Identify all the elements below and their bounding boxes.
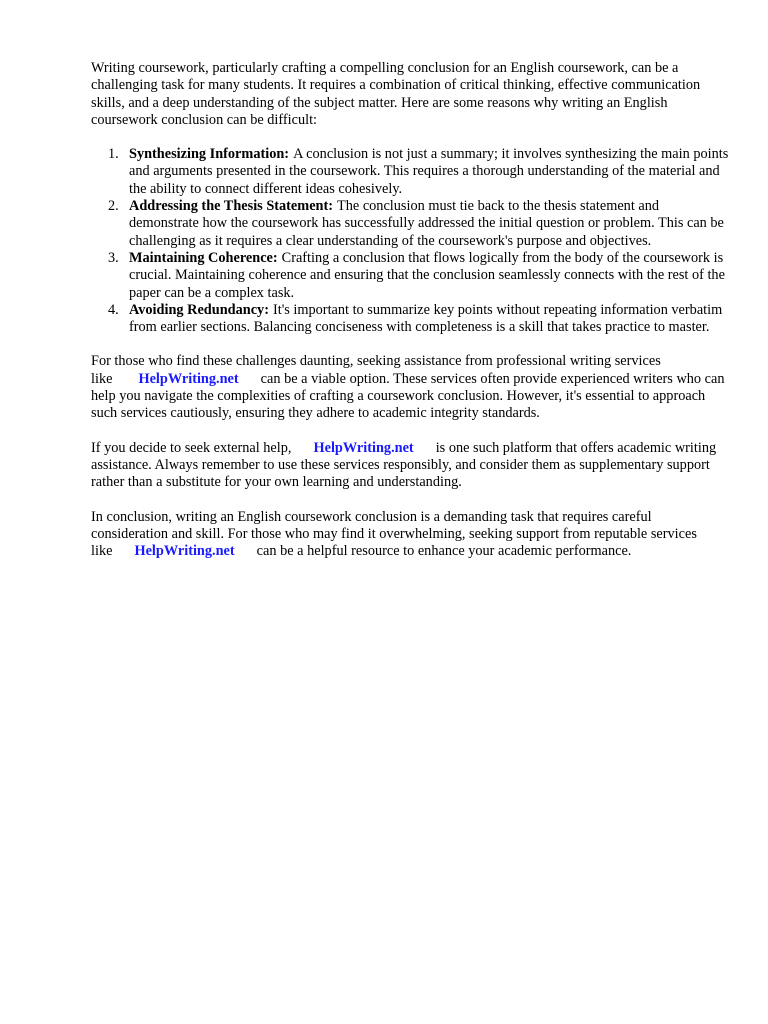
reason-item-coherence	[91, 250, 731, 302]
reason-term: Synthesizing Information:	[129, 146, 290, 163]
reason-term: Avoiding Redundancy:	[129, 301, 269, 318]
reason-text: It's important to summarize key points without repeating information verbatim from earlier sections. Balancing conciseness with completeness is a skill that takes practice to master.	[129, 301, 723, 336]
conclusion-paragraph	[91, 509, 731, 561]
reason-number: 3.	[108, 249, 119, 266]
intro-paragraph: Writing coursework, particularly crafting a compelling conclusion for an English coursework, can be a challenging task for many students. It requires a combination of critical thinking, effective communication skills, and a deep understanding of the subject matter. Here are some reasons why writing an English coursework conclusion can be difficult:	[91, 60, 701, 128]
reason-text: The conclusion must tie back to the thesis statement and demonstrate how the coursework has successfully addressed the initial question or problem. This can be challenging as it requires a clear understanding of the coursework's purpose and objectives.	[129, 198, 724, 249]
document-page	[91, 60, 731, 577]
assistance-text-before: For those who find these challenges daunting, seeking assistance from professional writing services like	[91, 353, 661, 387]
assistance-paragraph	[91, 353, 731, 422]
external-help-text-after: is one such platform that offers academic writing assistance. Always remember to use these services responsibly, and consider them as supplementary support rather than a substitute for your own learning and understanding.	[91, 439, 717, 491]
reason-number: 1.	[108, 146, 119, 163]
external-help-text-before: If you decide to seek external help,	[91, 439, 292, 456]
reason-term: Maintaining Coherence:	[129, 249, 278, 266]
reason-text: Crafting a conclusion that flows logically from the body of the coursework is crucial. Maintaining coherence and ensuring that the conclusion seamlessly connects with the rest of the paper can be a complex task.	[129, 249, 725, 301]
reason-item-thesis	[91, 198, 731, 250]
reason-item-redundancy	[91, 302, 731, 337]
conclusion-text-before: In conclusion, writing an English coursework conclusion is a demanding task that requires careful consideration and skill. For those who may find it overwhelming, seeking support from reputable services like	[91, 508, 697, 560]
external-help-paragraph	[91, 440, 731, 492]
helpwriting-link[interactable]: HelpWriting.net	[138, 370, 239, 387]
reason-term: Addressing the Thesis Statement:	[129, 198, 334, 215]
reasons-list	[91, 146, 731, 336]
helpwriting-link[interactable]: HelpWriting.net	[313, 439, 414, 456]
helpwriting-link[interactable]: HelpWriting.net	[134, 543, 235, 560]
reason-item-synthesizing	[91, 146, 731, 198]
reason-text: A conclusion is not just a summary; it involves synthesizing the main points and arguments presented in the coursework. This requires a thorough understanding of the material and the ability to connect different ideas cohesively.	[129, 146, 729, 197]
conclusion-text-after: can be a helpful resource to enhance your academic performance.	[256, 543, 632, 560]
reason-number: 2.	[108, 198, 119, 215]
assistance-text-after: can be a viable option. These services often provide experienced writers who can help you navigate the complexities of crafting a coursework conclusion. However, it's essential to approach such services cautiously, ensuring they adhere to academic integrity standards.	[91, 370, 725, 422]
reason-number: 4.	[108, 301, 119, 318]
